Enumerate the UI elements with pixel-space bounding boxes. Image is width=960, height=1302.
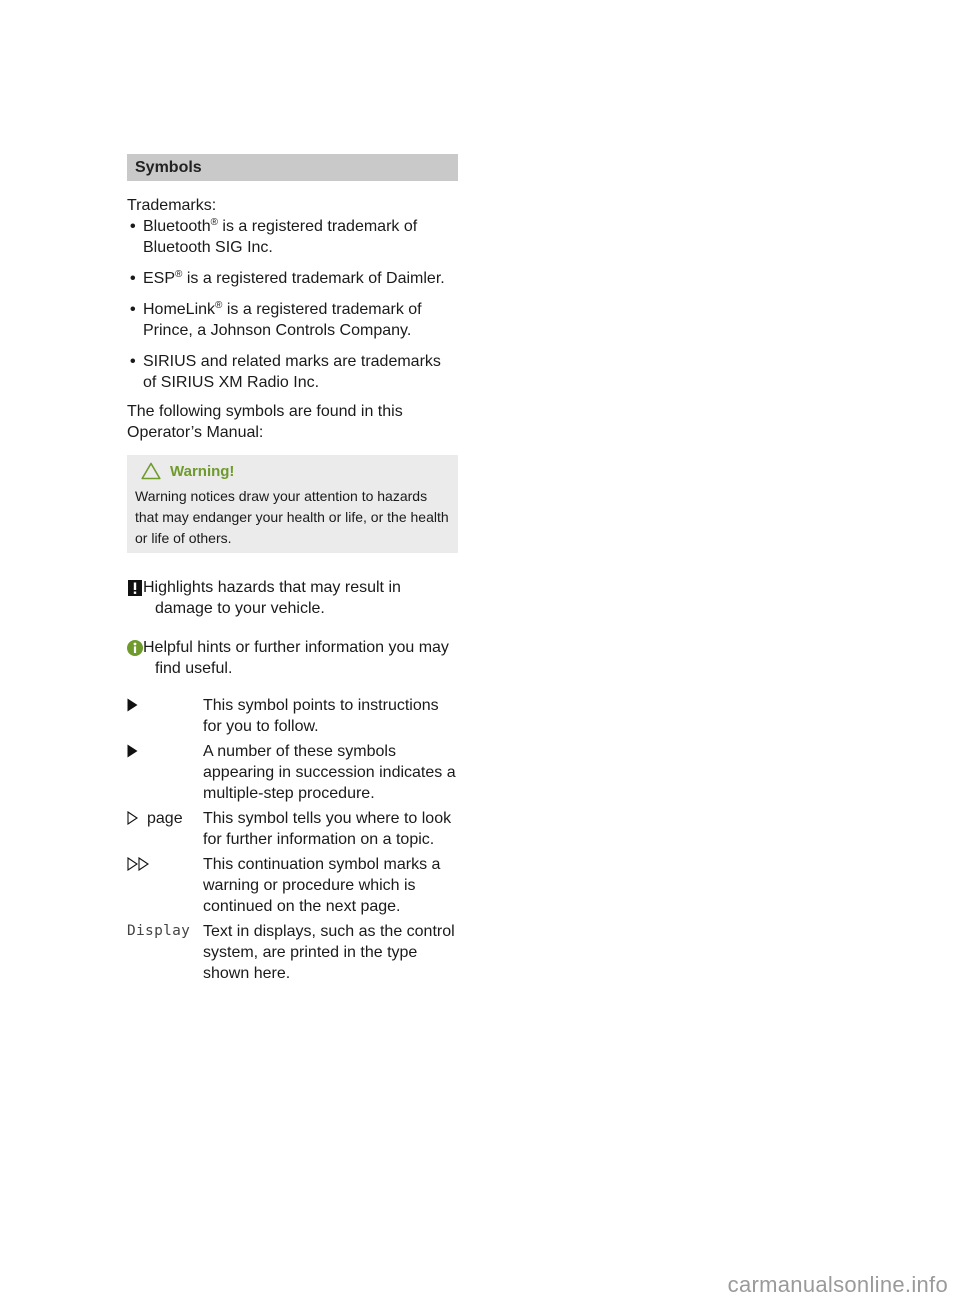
- symbol-row: [127, 921, 458, 984]
- symbol-description: This continuation symbol marks a warning or procedure which is continued on the next page.: [203, 856, 441, 915]
- symbol-row: [127, 808, 458, 850]
- trademark-item: • HomeLink® is a registered trademark of Prince, a Johnson Controls Company.: [130, 300, 422, 339]
- warning-body: Warning notices draw your attention to hazards that may endanger your health or life, or the health or life of others.: [135, 488, 449, 546]
- symbols-intro: The following symbols are found in this Operator’s Manual:: [127, 403, 403, 441]
- footer-brand: carmanualsonline.info: [727, 1272, 948, 1297]
- symbols-section: [127, 154, 458, 984]
- filled-triangle-icon: [127, 698, 138, 712]
- symbol-description: This symbol points to instructions for you to follow.: [203, 697, 439, 735]
- section-title: Symbols: [127, 154, 458, 181]
- trademark-item: • Bluetooth® is a registered trademark of Bluetooth SIG Inc.: [130, 217, 418, 256]
- bullet-icon: •: [130, 353, 136, 370]
- info-icon: [127, 640, 143, 656]
- info-note: Helpful hints or further information you may find useful.: [127, 637, 458, 679]
- damage-note: Highlights hazards that may result in damage to your vehicle.: [127, 577, 458, 619]
- symbols-table: [127, 695, 458, 984]
- symbol-description: A number of these symbols appearing in succession indicates a multiple-step procedure.: [203, 743, 456, 802]
- symbol-row: [127, 695, 458, 737]
- trademark-item: • SIRIUS and related marks are trademarks of SIRIUS XM Radio Inc.: [130, 353, 441, 391]
- bullet-icon: •: [130, 301, 136, 318]
- trademarks-label: Trademarks:: [127, 197, 217, 214]
- warning-title: Warning!: [170, 462, 235, 480]
- display-label: Display: [127, 923, 191, 939]
- symbol-row: [127, 741, 458, 804]
- trademark-list: [127, 216, 458, 393]
- symbol-row: [127, 854, 458, 917]
- bullet-icon: •: [130, 270, 136, 287]
- bullet-icon: •: [130, 218, 136, 235]
- warning-triangle-icon: [141, 462, 161, 480]
- trademark-item: • ESP® is a registered trademark of Daimler.: [130, 269, 445, 287]
- symbol-description: Text in displays, such as the control system, are printed in the type shown here.: [203, 923, 455, 982]
- outline-triangle-icon: [127, 811, 138, 825]
- double-outline-triangle-icon: [127, 857, 149, 871]
- page-label: page: [147, 810, 183, 827]
- warning-box: [127, 455, 458, 553]
- warning-header: [135, 460, 450, 482]
- exclamation-icon: [127, 580, 143, 596]
- filled-triangle-icon: [127, 744, 138, 758]
- symbol-description: This symbol tells you where to look for further information on a topic.: [203, 810, 452, 848]
